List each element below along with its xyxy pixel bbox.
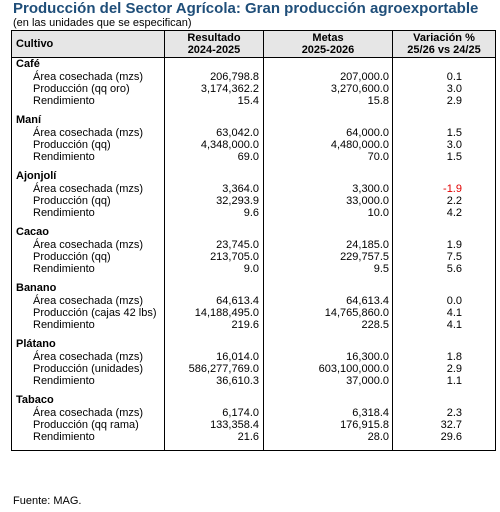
variation-value: -1.9 [393, 183, 496, 195]
group-spacer [12, 387, 496, 394]
variation-value: 1.5 [393, 127, 496, 139]
header-variation-line1: Variación % [413, 32, 475, 44]
group-spacer [12, 275, 496, 282]
metric-label: Área cosechada (mzs) [12, 239, 165, 251]
result-value: 21.6 [165, 431, 264, 443]
table-row [12, 419, 496, 431]
empty-cell [264, 387, 393, 394]
empty-cell [393, 107, 496, 114]
empty-cell [165, 114, 264, 127]
empty-cell [165, 58, 264, 72]
crop-name: Banano [12, 282, 165, 295]
page-title: Producción del Sector Agrícola: Gran producción agroexportable [13, 0, 479, 17]
metric-label: Rendimiento [12, 375, 165, 387]
empty-cell [165, 226, 264, 239]
empty-cell [264, 170, 393, 183]
variation-value: 29.6 [393, 431, 496, 443]
result-value: 64,613.4 [165, 295, 264, 307]
group-spacer [12, 219, 496, 226]
goal-value: 70.0 [264, 151, 393, 163]
empty-cell [264, 114, 393, 127]
empty-cell [264, 219, 393, 226]
table-row [12, 151, 496, 163]
goal-value: 176,915.8 [264, 419, 393, 431]
table-row [12, 83, 496, 95]
crop-name: Cacao [12, 226, 165, 239]
group-spacer [12, 443, 496, 451]
metric-label: Producción (cajas 42 lbs) [12, 307, 165, 319]
table-row [12, 239, 496, 251]
table-row [12, 207, 496, 219]
empty-cell [165, 170, 264, 183]
variation-value: 1.8 [393, 351, 496, 363]
result-value: 14,188,495.0 [165, 307, 264, 319]
group-spacer [12, 107, 496, 114]
metric-label: Rendimiento [12, 263, 165, 275]
table-row [12, 195, 496, 207]
variation-value: 0.0 [393, 295, 496, 307]
table-header [12, 31, 496, 58]
crop-group-row [12, 394, 496, 407]
empty-cell [393, 331, 496, 338]
empty-cell [12, 387, 165, 394]
header-variation [393, 31, 496, 58]
empty-cell [264, 58, 393, 72]
table-row [12, 127, 496, 139]
crop-group-row [12, 338, 496, 351]
empty-cell [264, 282, 393, 295]
production-table [11, 30, 496, 451]
metric-label: Área cosechada (mzs) [12, 71, 165, 83]
table-row [12, 307, 496, 319]
crop-name: Maní [12, 114, 165, 127]
crop-name: Ajonjolí [12, 170, 165, 183]
metric-label: Rendimiento [12, 431, 165, 443]
result-value: 3,174,362.2 [165, 83, 264, 95]
empty-cell [165, 331, 264, 338]
table-row [12, 295, 496, 307]
empty-cell [12, 331, 165, 338]
result-value: 69.0 [165, 151, 264, 163]
empty-cell [165, 219, 264, 226]
metric-label: Producción (qq) [12, 251, 165, 263]
metric-label: Área cosechada (mzs) [12, 183, 165, 195]
empty-cell [12, 219, 165, 226]
table-row [12, 431, 496, 443]
table-row [12, 351, 496, 363]
table-row [12, 71, 496, 83]
result-value: 9.0 [165, 263, 264, 275]
table-row [12, 139, 496, 151]
table-row [12, 375, 496, 387]
goal-value: 37,000.0 [264, 375, 393, 387]
result-value: 23,745.0 [165, 239, 264, 251]
variation-value: 4.1 [393, 307, 496, 319]
goal-value: 3,270,600.0 [264, 83, 393, 95]
empty-cell [393, 114, 496, 127]
group-spacer [12, 163, 496, 170]
crop-group-row [12, 170, 496, 183]
metric-label: Rendimiento [12, 151, 165, 163]
metric-label: Área cosechada (mzs) [12, 407, 165, 419]
header-crop: Cultivo [12, 31, 165, 58]
variation-value: 4.2 [393, 207, 496, 219]
empty-cell [165, 275, 264, 282]
header-result [165, 31, 264, 58]
crop-group-row [12, 114, 496, 127]
result-value: 9.6 [165, 207, 264, 219]
crop-group-row [12, 282, 496, 295]
crop-name: Café [12, 58, 165, 72]
empty-cell [12, 107, 165, 114]
empty-cell [264, 443, 393, 451]
result-value: 16,014.0 [165, 351, 264, 363]
header-variation-line2: 25/26 vs 24/25 [407, 44, 481, 56]
metric-label: Producción (qq) [12, 195, 165, 207]
goal-value: 6,318.4 [264, 407, 393, 419]
table-row [12, 407, 496, 419]
empty-cell [12, 443, 165, 451]
goal-value: 4,480,000.0 [264, 139, 393, 151]
empty-cell [264, 275, 393, 282]
metric-label: Producción (qq) [12, 139, 165, 151]
result-value: 586,277,769.0 [165, 363, 264, 375]
empty-cell [393, 443, 496, 451]
goal-value: 33,000.0 [264, 195, 393, 207]
result-value: 213,705.0 [165, 251, 264, 263]
header-result-line1: Resultado [187, 32, 241, 44]
empty-cell [264, 394, 393, 407]
goal-value: 3,300.0 [264, 183, 393, 195]
variation-value: 3.0 [393, 139, 496, 151]
result-value: 63,042.0 [165, 127, 264, 139]
empty-cell [264, 331, 393, 338]
empty-cell [393, 387, 496, 394]
variation-value: 2.9 [393, 95, 496, 107]
result-value: 219.6 [165, 319, 264, 331]
variation-value: 2.2 [393, 195, 496, 207]
result-value: 15.4 [165, 95, 264, 107]
empty-cell [393, 282, 496, 295]
metric-label: Producción (qq rama) [12, 419, 165, 431]
variation-value: 0.1 [393, 71, 496, 83]
empty-cell [165, 387, 264, 394]
result-value: 32,293.9 [165, 195, 264, 207]
result-value: 4,348,000.0 [165, 139, 264, 151]
source-note: Fuente: MAG. [13, 495, 82, 507]
header-goals-line1: Metas [312, 32, 344, 44]
metric-label: Rendimiento [12, 207, 165, 219]
metric-label: Área cosechada (mzs) [12, 127, 165, 139]
empty-cell [393, 163, 496, 170]
crop-name: Plátano [12, 338, 165, 351]
empty-cell [393, 219, 496, 226]
variation-value: 3.0 [393, 83, 496, 95]
empty-cell [264, 163, 393, 170]
empty-cell [393, 226, 496, 239]
empty-cell [12, 275, 165, 282]
variation-value: 32.7 [393, 419, 496, 431]
crop-group-row [12, 58, 496, 72]
metric-label: Rendimiento [12, 95, 165, 107]
goal-value: 28.0 [264, 431, 393, 443]
goal-value: 24,185.0 [264, 239, 393, 251]
result-value: 206,798.8 [165, 71, 264, 83]
empty-cell [165, 338, 264, 351]
page-subtitle: (en las unidades que se especifican) [13, 17, 192, 29]
crop-group-row [12, 226, 496, 239]
variation-value: 2.3 [393, 407, 496, 419]
goal-value: 14,765,860.0 [264, 307, 393, 319]
result-value: 133,358.4 [165, 419, 264, 431]
goal-value: 9.5 [264, 263, 393, 275]
empty-cell [393, 170, 496, 183]
table-row [12, 363, 496, 375]
empty-cell [264, 338, 393, 351]
goal-value: 603,100,000.0 [264, 363, 393, 375]
variation-value: 7.5 [393, 251, 496, 263]
variation-value: 4.1 [393, 319, 496, 331]
table-row [12, 263, 496, 275]
table-row [12, 183, 496, 195]
table-row [12, 251, 496, 263]
result-value: 6,174.0 [165, 407, 264, 419]
empty-cell [165, 443, 264, 451]
empty-cell [264, 107, 393, 114]
variation-value: 1.5 [393, 151, 496, 163]
variation-value: 2.9 [393, 363, 496, 375]
header-goals [264, 31, 393, 58]
goal-value: 15.8 [264, 95, 393, 107]
goal-value: 64,000.0 [264, 127, 393, 139]
empty-cell [393, 58, 496, 72]
empty-cell [393, 338, 496, 351]
metric-label: Área cosechada (mzs) [12, 351, 165, 363]
metric-label: Producción (qq oro) [12, 83, 165, 95]
empty-cell [165, 394, 264, 407]
empty-cell [264, 226, 393, 239]
result-value: 3,364.0 [165, 183, 264, 195]
empty-cell [165, 282, 264, 295]
empty-cell [393, 394, 496, 407]
crop-name: Tabaco [12, 394, 165, 407]
goal-value: 207,000.0 [264, 71, 393, 83]
variation-value: 1.1 [393, 375, 496, 387]
goal-value: 10.0 [264, 207, 393, 219]
table-body [12, 58, 496, 451]
empty-cell [165, 163, 264, 170]
goal-value: 228.5 [264, 319, 393, 331]
variation-value: 1.9 [393, 239, 496, 251]
table-row [12, 319, 496, 331]
goal-value: 64,613.4 [264, 295, 393, 307]
metric-label: Rendimiento [12, 319, 165, 331]
empty-cell [393, 275, 496, 282]
empty-cell [165, 107, 264, 114]
variation-value: 5.6 [393, 263, 496, 275]
table-row [12, 95, 496, 107]
result-value: 36,610.3 [165, 375, 264, 387]
metric-label: Producción (unidades) [12, 363, 165, 375]
empty-cell [12, 163, 165, 170]
group-spacer [12, 331, 496, 338]
header-goals-line2: 2025-2026 [301, 44, 355, 56]
goal-value: 16,300.0 [264, 351, 393, 363]
goal-value: 229,757.5 [264, 251, 393, 263]
header-result-line2: 2024-2025 [187, 44, 241, 56]
metric-label: Área cosechada (mzs) [12, 295, 165, 307]
